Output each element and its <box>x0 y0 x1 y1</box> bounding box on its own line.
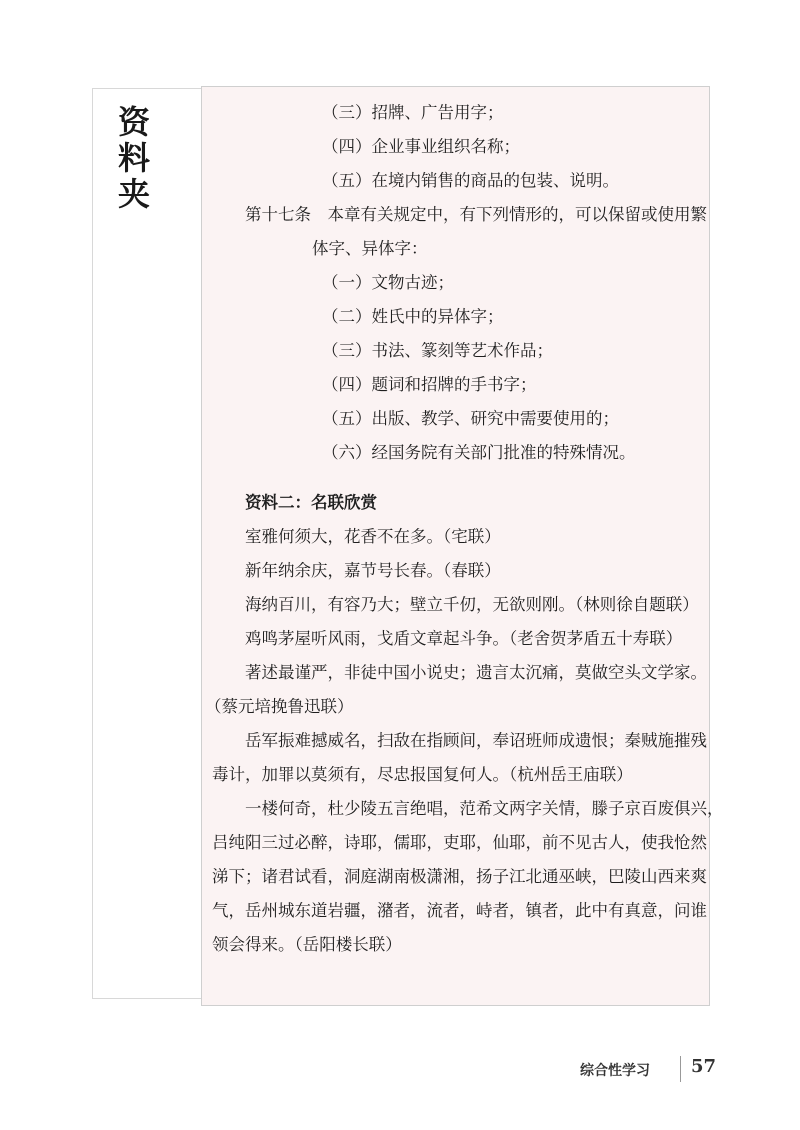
text-line: （三）招牌、广告用字； <box>322 103 504 122</box>
text-line: （五）在境内销售的商品的包装、说明。 <box>322 171 619 190</box>
footer-section-title: 综合性学习 <box>580 1063 650 1079</box>
text-line: 体字、异体字： <box>312 239 428 258</box>
text-line: （二）姓氏中的异体字； <box>322 307 504 326</box>
text-line: 一楼何奇，杜少陵五言绝唱，范希文两字关情，滕子京百废俱兴， <box>245 799 724 818</box>
text-line: （一）文物古迹； <box>322 273 454 292</box>
text-line: （蔡元培挽鲁迅联） <box>205 697 354 716</box>
section-heading: 资料二：名联欣赏 <box>245 493 377 512</box>
footer-divider <box>680 1056 681 1082</box>
text-line: 毒计，加罪以莫须有，尽忠报国复何人。（杭州岳王庙联） <box>212 765 633 784</box>
text-line: 涕下；诸君试看，洞庭湖南极潇湘，扬子江北通巫峡，巴陵山西来爽 <box>212 867 707 886</box>
text-line: 岳军振难撼威名，扫敌在指顾间，奉诏班师成遗恨；秦贼施摧残 <box>245 731 707 750</box>
text-line: （三）书法、篆刻等艺术作品； <box>322 341 553 360</box>
text-line: 著述最谨严，非徒中国小说史；遗言太沉痛，莫做空头文学家。 <box>245 663 707 682</box>
text-line: 领会得来。（岳阳楼长联） <box>212 935 402 954</box>
text-line: （六）经国务院有关部门批准的特殊情况。 <box>322 443 636 462</box>
text-line: 吕纯阳三过必醉，诗耶，儒耶，吏耶，仙耶，前不见古人，使我怆然 <box>212 833 707 852</box>
text-line: （四）企业事业组织名称； <box>322 137 520 156</box>
text-line: 鸡鸣茅屋听风雨，戈盾文章起斗争。（老舍贺茅盾五十寿联） <box>245 629 683 648</box>
text-line: 第十七条 本章有关规定中，有下列情形的，可以保留或使用繁 <box>245 205 707 224</box>
text-line: 气，岳州城东道岩疆，潴者，流者，峙者，镇者，此中有真意，问谁 <box>212 901 707 920</box>
text-line: （四）题词和招牌的手书字； <box>322 375 537 394</box>
text-line: （五）出版、教学、研究中需要使用的； <box>322 409 619 428</box>
page-number: 57 <box>691 1056 717 1077</box>
sidebar-label-char-1: 资 <box>117 103 150 141</box>
text-line: 室雅何须大，花香不在多。（宅联） <box>245 527 501 546</box>
text-line: 新年纳余庆，嘉节号长春。（春联） <box>245 561 501 580</box>
sidebar-label-char-2: 料 <box>117 139 150 177</box>
sidebar-label-char-3: 夹 <box>117 175 150 213</box>
text-line: 海纳百川，有容乃大；壁立千仞，无欲则刚。（林则徐自题联） <box>245 595 699 614</box>
